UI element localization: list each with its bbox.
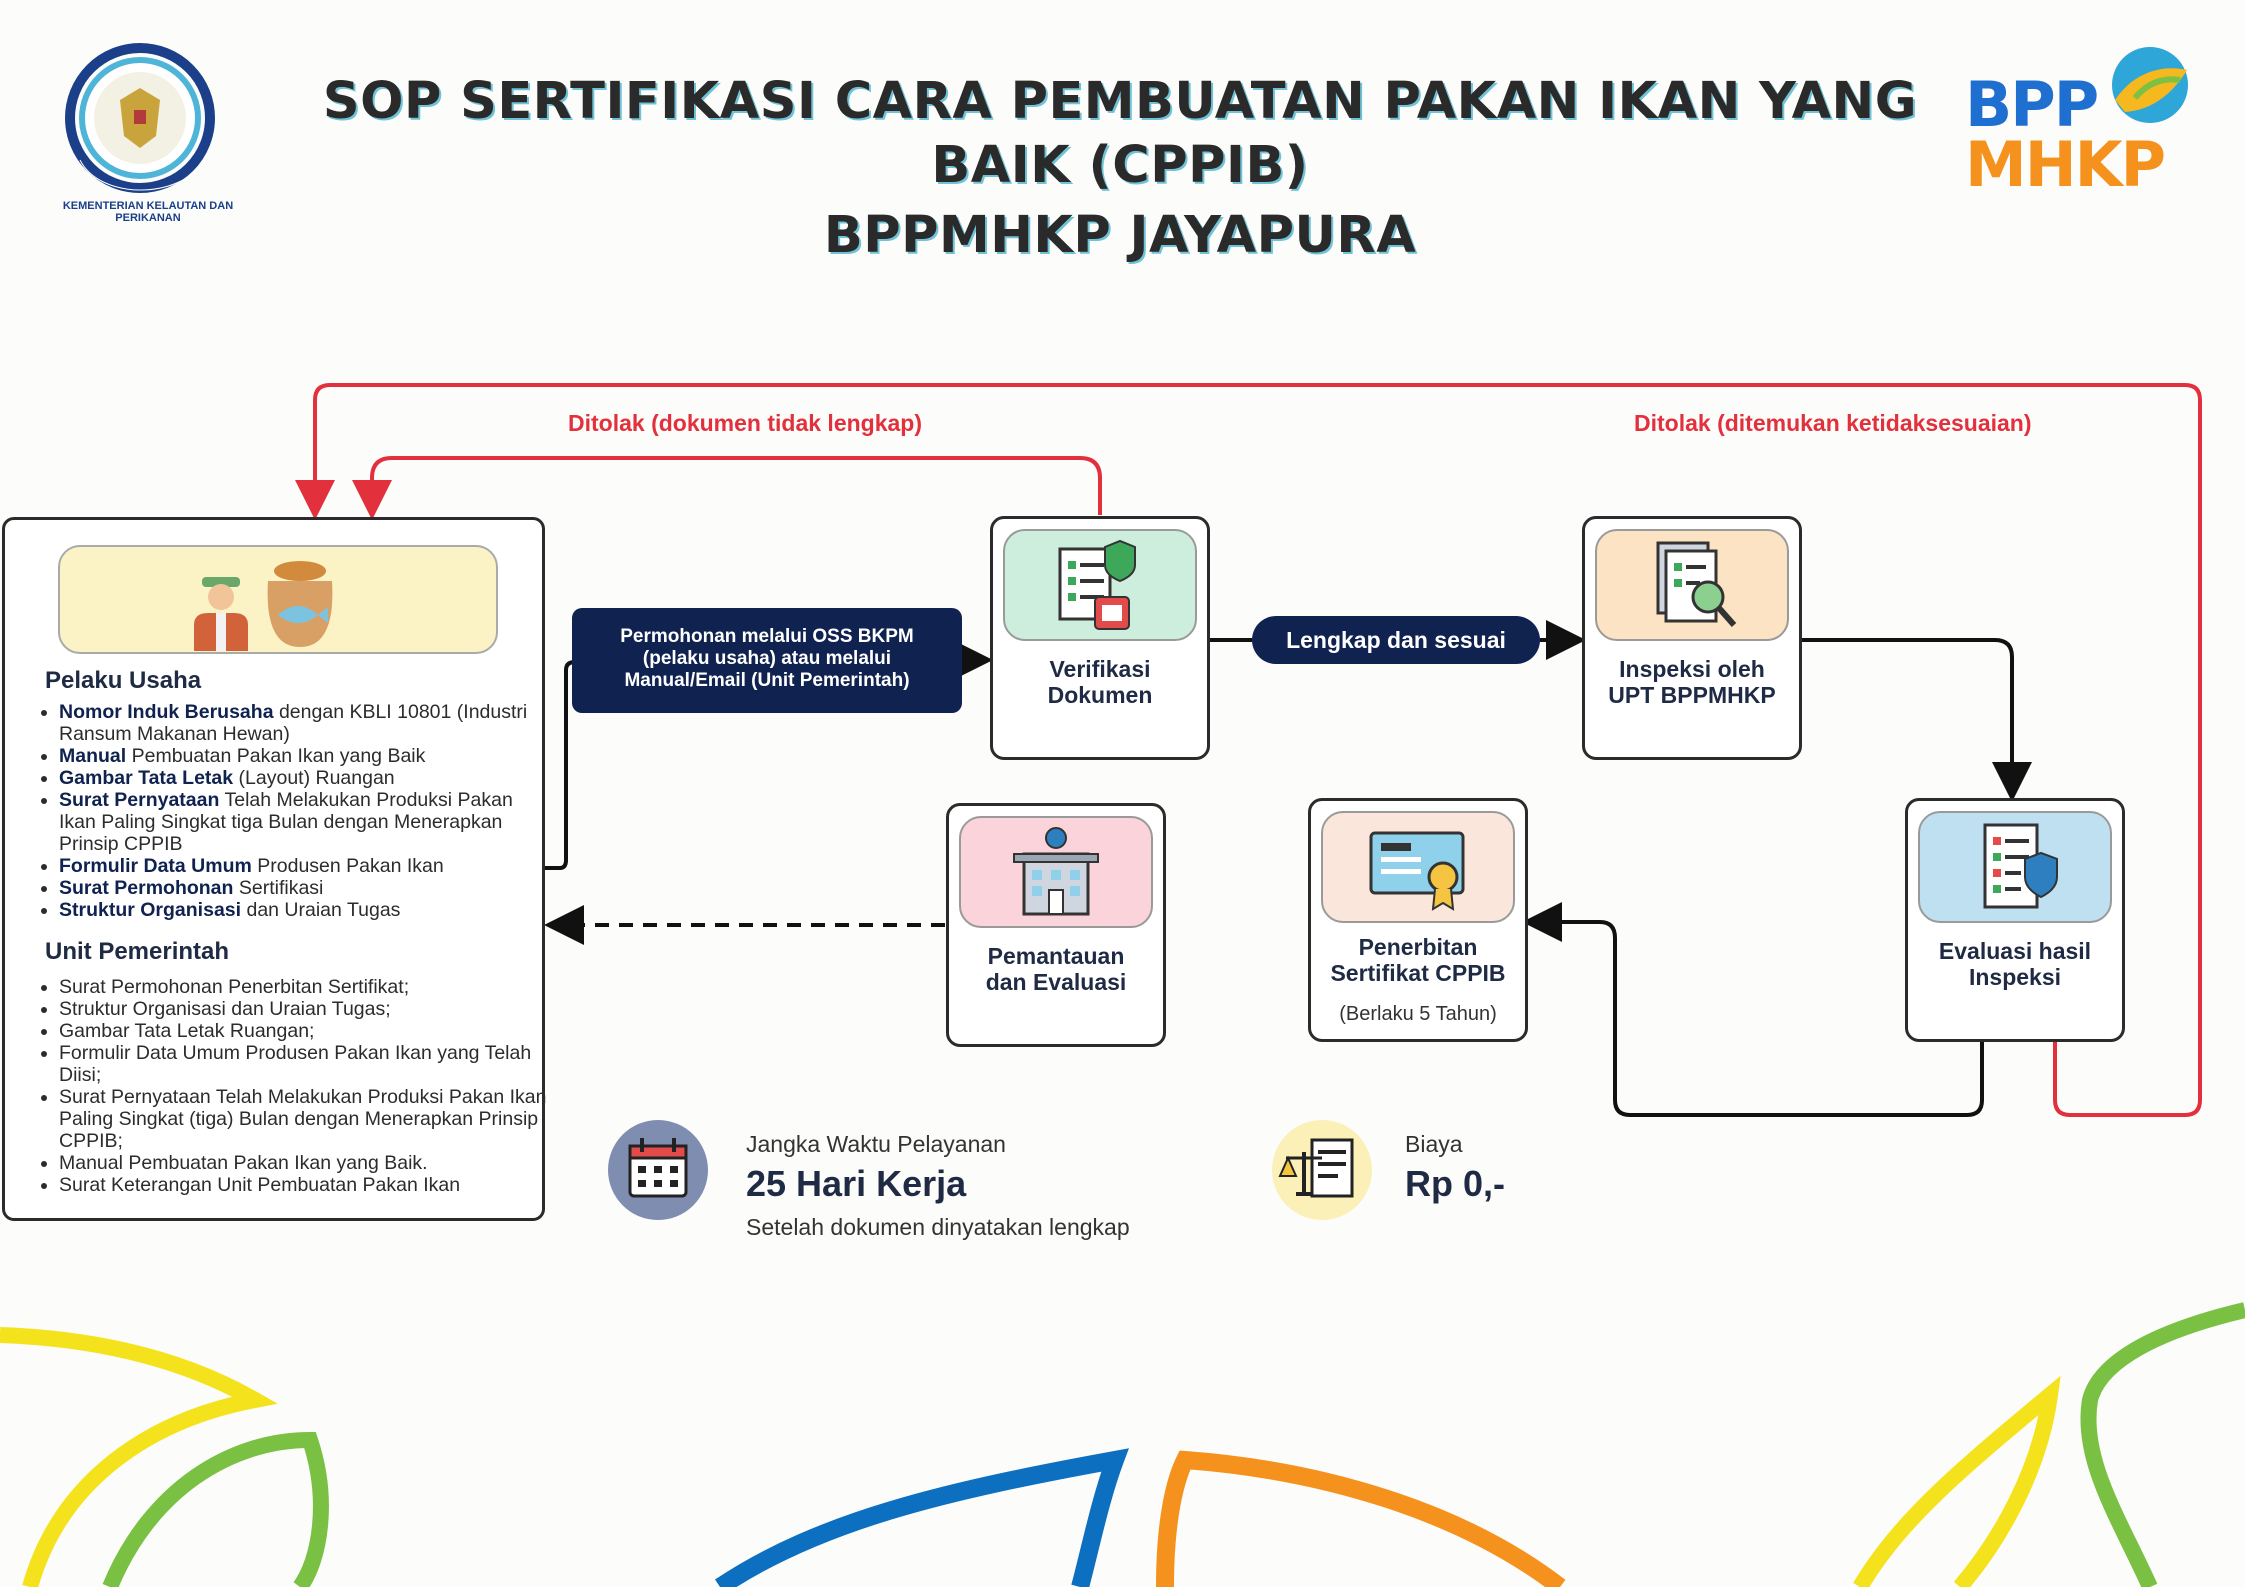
ministry-logo-text: KEMENTERIAN KELAUTAN DAN PERIKANAN	[62, 200, 234, 224]
business-heading: Pelaku Usaha	[45, 667, 202, 694]
inspect-icon-panel	[1595, 529, 1789, 641]
gov-requirement-item: • Surat Keterangan Unit Pembuatan Pakan Ikan	[59, 1174, 549, 1196]
evaluate-icon-panel	[1918, 811, 2112, 923]
business-requirement-item	[59, 789, 549, 855]
monitor-icon-panel	[959, 816, 1153, 928]
gov-requirement-item: • Struktur Organisasi dan Uraian Tugas;	[59, 998, 549, 1020]
evaluate-label: Evaluasi hasil Inspeksi	[1938, 938, 2092, 990]
business-requirement-item	[59, 899, 549, 921]
certificate-issue-box	[1308, 798, 1528, 1042]
service-time-value: 25 Hari Kerja	[746, 1163, 967, 1204]
requirement-bold: Struktur Organisasi	[59, 899, 242, 921]
monitor-label: Pemantauan dan Evaluasi	[985, 943, 1127, 995]
requirement-text: Telah Melakukan Produksi Pakan Ikan Paling Singkat tiga Bulan dengan Menerapkan Prinsip CPPIB	[59, 789, 513, 855]
gov-requirement-item: • Surat Pernyataan Telah Melakukan Produksi Pakan Ikan Paling Singkat (tiga) Bulan dengan Menerapkan Prinsip CPPIB;	[59, 1086, 549, 1152]
requirement-bold: Manual	[59, 745, 127, 767]
magnifier-document-icon	[1642, 537, 1742, 633]
gov-requirement-item: • Formulir Data Umum Produsen Pakan Ikan yang Telah Diisi;	[59, 1042, 549, 1086]
fish-sack-icon	[260, 557, 340, 649]
inspect-label: Inspeksi oleh UPT BPPMHKP	[1608, 656, 1776, 708]
complete-label: Lengkap dan sesuai	[1252, 616, 1540, 664]
business-requirement-item	[59, 701, 549, 745]
inspection-box	[1582, 516, 1802, 760]
reject-docs-label: Ditolak (dokumen tidak lengkap)	[568, 410, 922, 436]
brand-line-1: BPP	[1965, 68, 2098, 141]
requirement-text: Produsen Pakan Ikan	[251, 855, 444, 877]
requirement-text: (Layout) Ruangan	[233, 767, 395, 789]
title-line-3: BPPMHKP JAYAPURA	[823, 206, 1417, 265]
evaluation-box	[1905, 798, 2125, 1042]
business-requirement-item	[59, 745, 549, 767]
business-icon-panel	[58, 545, 498, 654]
issue-icon-panel	[1321, 811, 1515, 923]
gov-requirements-list	[41, 976, 549, 1196]
document-check-icon	[1050, 537, 1150, 633]
business-requirement-item	[59, 877, 549, 899]
requirement-text: Sertifikasi	[233, 877, 324, 899]
issue-validity-note: (Berlaku 5 Tahun)	[1339, 1003, 1497, 1025]
verify-label: Verifikasi Dokumen	[1047, 656, 1153, 708]
gov-requirement-item: • Manual Pembuatan Pakan Ikan yang Baik.	[59, 1152, 549, 1174]
gov-requirement-item: • Surat Permohonan Penerbitan Sertifikat;	[59, 976, 549, 998]
farmer-icon	[188, 569, 254, 651]
requirement-bold: Surat Permohonan	[59, 877, 234, 899]
service-time-note: Setelah dokumen dinyatakan lengkap	[746, 1214, 1130, 1240]
shield-checklist-icon	[1965, 819, 2065, 915]
verify-icon-panel	[1003, 529, 1197, 641]
reject-inspection-label: Ditolak (ditemukan ketidaksesuaian)	[1634, 410, 2032, 436]
gov-heading: Unit Pemerintah	[45, 938, 230, 965]
requirements-box	[2, 517, 545, 1221]
cost-value: Rp 0,-	[1405, 1163, 1506, 1204]
submission-label: Permohonan melalui OSS BKPM (pelaku usaha) atau melalui Manual/Email (Unit Pemerintah)	[572, 608, 962, 713]
monitoring-box	[946, 803, 1166, 1047]
business-requirements-list	[41, 701, 549, 921]
issue-label: Penerbitan Sertifikat CPPIB	[1330, 934, 1506, 986]
requirement-bold: Nomor Induk Berusaha	[59, 701, 274, 723]
service-time-label: Jangka Waktu Pelayanan	[746, 1131, 1006, 1157]
requirement-text: dengan KBLI 10801 (Industri Ransum Makanan Hewan)	[59, 701, 528, 745]
scale-document-icon	[1270, 1118, 1374, 1222]
certificate-icon	[1363, 819, 1473, 915]
government-building-icon	[1006, 824, 1106, 920]
business-requirement-item	[59, 855, 549, 877]
title-line-1: SOP SERTIFIKASI CARA PEMBUATAN PAKAN IKAN YANG	[322, 72, 1918, 131]
requirement-text: dan Uraian Tugas	[241, 899, 401, 921]
requirement-bold: Surat Pernyataan	[59, 789, 220, 811]
requirement-bold: Formulir Data Umum	[59, 855, 252, 877]
gov-requirement-item: • Gambar Tata Letak Ruangan;	[59, 1020, 549, 1042]
calendar-icon	[606, 1118, 710, 1222]
verify-documents-box	[990, 516, 1210, 760]
cost-label: Biaya	[1405, 1131, 1463, 1157]
title-line-2: BAIK (CPPIB)	[931, 136, 1309, 195]
requirement-text: Pembuatan Pakan Ikan yang Baik	[126, 745, 426, 767]
brand-line-2: MHKP	[1965, 128, 2165, 201]
business-requirement-item	[59, 767, 549, 789]
requirement-bold: Gambar Tata Letak	[59, 767, 234, 789]
